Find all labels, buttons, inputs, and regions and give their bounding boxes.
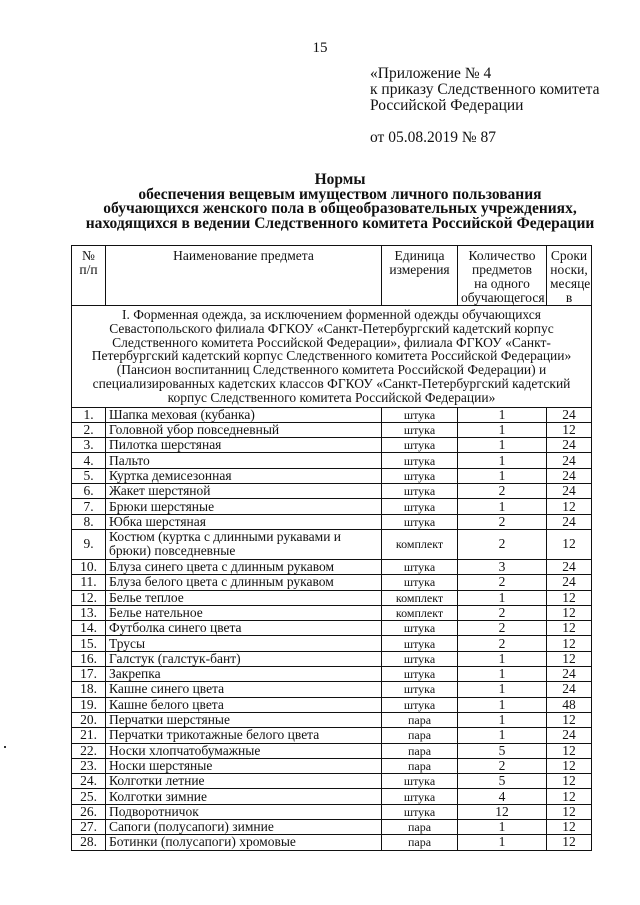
cell-num: 26. [72, 804, 106, 819]
cell-num: 28. [72, 835, 106, 850]
cell-qty: 1 [458, 728, 547, 743]
cell-qty: 1 [458, 407, 547, 422]
cell-name: Колготки летние [106, 774, 382, 789]
cell-unit: штука [382, 621, 458, 636]
cell-name: Брюки шерстяные [106, 499, 382, 514]
cell-qty: 1 [458, 438, 547, 453]
cell-term: 12 [547, 422, 592, 437]
cell-term: 24 [547, 667, 592, 682]
table-row [72, 728, 592, 743]
table-row [72, 590, 592, 605]
cell-name: Сапоги (полусапоги) зимние [106, 820, 382, 835]
page-number: 15 [312, 40, 328, 56]
cell-unit: пара [382, 820, 458, 835]
cell-unit: штука [382, 789, 458, 804]
cell-term: 12 [547, 774, 592, 789]
cell-qty: 1 [458, 835, 547, 850]
cell-term: 12 [547, 499, 592, 514]
cell-name: Юбка шерстяная [106, 514, 382, 529]
cell-num: 27. [72, 820, 106, 835]
table-row [72, 438, 592, 453]
cell-num: 21. [72, 728, 106, 743]
cell-term: 12 [547, 743, 592, 758]
table-row [72, 484, 592, 499]
cell-term: 12 [547, 712, 592, 727]
cell-unit: штука [382, 559, 458, 574]
cell-unit: штука [382, 804, 458, 819]
cell-term: 12 [547, 835, 592, 850]
title-line-1: Нормы [314, 171, 366, 188]
cell-term: 24 [547, 484, 592, 499]
table-row [72, 758, 592, 773]
cell-qty: 2 [458, 621, 547, 636]
header-term-line-2: носки, [550, 262, 588, 277]
cell-term: 24 [547, 468, 592, 483]
cell-unit: штука [382, 484, 458, 499]
cell-num: 13. [72, 605, 106, 620]
cell-term: 12 [547, 605, 592, 620]
cell-term: 24 [547, 575, 592, 590]
cell-unit: комплект [382, 529, 458, 559]
section-title: I. Форменная одежда, за исключением форменной одежды обучающихся Севастопольского филиала ФГКОУ «Санкт-Петербургский кадетский корпус Следственного комитета Российской Федерации», филиала ФГКОУ «Санкт-Петербургский кадетский корпус Следственного комитета Российской Федерации» (Пансион воспитанниц Следственного комитета Российской Федерации) и специализированных кадетских классов ФГКОУ «Санкт-Петербургский кадетский корпус Следственного комитета Российской Федерации» [72, 306, 592, 408]
cell-unit: штука [382, 667, 458, 682]
attachment-line-3: Российской Федерации [370, 97, 524, 114]
cell-num: 4. [72, 453, 106, 468]
header-name: Наименование предмета [106, 246, 382, 306]
table-row [72, 559, 592, 574]
cell-term: 24 [547, 407, 592, 422]
cell-qty: 1 [458, 667, 547, 682]
cell-term: 24 [547, 453, 592, 468]
cell-unit: штука [382, 636, 458, 651]
cell-name: Куртка демисезонная [106, 468, 382, 483]
cell-qty: 1 [458, 453, 547, 468]
cell-num: 1. [72, 407, 106, 422]
table-row [72, 743, 592, 758]
title-line-4: находящихся в ведении Следственного комитета Российской Федерации [85, 214, 595, 232]
cell-num: 3. [72, 438, 106, 453]
cell-num: 17. [72, 667, 106, 682]
cell-qty: 1 [458, 682, 547, 697]
cell-qty: 2 [458, 758, 547, 773]
document-title [40, 173, 640, 231]
table-row [72, 789, 592, 804]
table-row [72, 651, 592, 666]
table-row [72, 774, 592, 789]
cell-qty: 5 [458, 743, 547, 758]
cell-name: Перчатки трикотажные белого цвета [106, 728, 382, 743]
cell-name: Носки шерстяные [106, 758, 382, 773]
table-row [72, 667, 592, 682]
order-date: от 05.08.2019 № 87 [370, 129, 496, 146]
title-line-3: обучающихся женского пола в общеобразовательных учреждениях, [103, 200, 577, 217]
title-line-2: обеспечения вещевым имуществом личного пользования [138, 185, 542, 203]
cell-name: Галстук (галстук-бант) [106, 651, 382, 666]
table-row [72, 575, 592, 590]
cell-term: 24 [547, 682, 592, 697]
cell-num: 7. [72, 499, 106, 514]
cell-name: Перчатки шерстяные [106, 712, 382, 727]
cell-name: Блуза синего цвета с длинным рукавом [106, 559, 382, 574]
cell-qty: 1 [458, 651, 547, 666]
table-row [72, 682, 592, 697]
cell-term: 24 [547, 728, 592, 743]
cell-term: 12 [547, 789, 592, 804]
cell-qty: 2 [458, 514, 547, 529]
cell-num: 11. [72, 575, 106, 590]
cell-qty: 1 [458, 712, 547, 727]
table-header-row [72, 246, 592, 306]
cell-name: Кашне синего цвета [106, 682, 382, 697]
cell-qty: 1 [458, 468, 547, 483]
cell-name: Футболка синего цвета [106, 621, 382, 636]
cell-num: 9. [72, 529, 106, 559]
cell-qty: 2 [458, 529, 547, 559]
attachment-line-2: к приказу Следственного комитета [370, 81, 600, 98]
cell-name: Шапка меховая (кубанка) [106, 407, 382, 422]
cell-num: 25. [72, 789, 106, 804]
cell-unit: штука [382, 514, 458, 529]
header-unit [382, 246, 458, 306]
attachment-block [370, 66, 599, 146]
table-row [72, 499, 592, 514]
cell-name: Блуза белого цвета с длинным рукавом [106, 575, 382, 590]
cell-name: Колготки зимние [106, 789, 382, 804]
cell-term: 12 [547, 804, 592, 819]
header-num-line-2: п/п [79, 262, 98, 277]
cell-qty: 2 [458, 484, 547, 499]
cell-num: 12. [72, 590, 106, 605]
cell-qty: 1 [458, 820, 547, 835]
table-body [72, 407, 592, 850]
cell-name: Трусы [106, 636, 382, 651]
cell-unit: штука [382, 774, 458, 789]
section-row [72, 306, 592, 408]
header-qty [458, 246, 547, 306]
cell-qty: 12 [458, 804, 547, 819]
header-num-line-1: № [82, 248, 95, 263]
table-row [72, 820, 592, 835]
header-qty-line-2: предметов [471, 262, 533, 277]
header-unit-line-1: Единица [394, 248, 445, 263]
margin-dot [4, 746, 6, 748]
cell-unit: пара [382, 743, 458, 758]
table-row [72, 804, 592, 819]
cell-qty: 4 [458, 789, 547, 804]
cell-term: 12 [547, 758, 592, 773]
cell-num: 19. [72, 697, 106, 712]
cell-term: 12 [547, 820, 592, 835]
table-row [72, 529, 592, 559]
table-row [72, 636, 592, 651]
cell-unit: штука [382, 422, 458, 437]
cell-num: 23. [72, 758, 106, 773]
table-row [72, 835, 592, 850]
cell-name: Подворотничок [106, 804, 382, 819]
cell-num: 5. [72, 468, 106, 483]
header-term-line-1: Сроки [550, 248, 588, 263]
table-row [72, 697, 592, 712]
cell-name: Белье нательное [106, 605, 382, 620]
cell-term: 12 [547, 621, 592, 636]
cell-num: 15. [72, 636, 106, 651]
cell-unit: комплект [382, 605, 458, 620]
cell-unit: пара [382, 712, 458, 727]
cell-name: Пилотка шерстяная [106, 438, 382, 453]
cell-term: 24 [547, 438, 592, 453]
cell-qty: 1 [458, 697, 547, 712]
header-unit-line-2: измерения [389, 262, 450, 277]
cell-unit: штука [382, 575, 458, 590]
norms-table [71, 245, 592, 851]
cell-name: Ботинки (полусапоги) хромовые [106, 835, 382, 850]
cell-unit: штука [382, 438, 458, 453]
cell-qty: 3 [458, 559, 547, 574]
cell-unit: штука [382, 453, 458, 468]
cell-qty: 5 [458, 774, 547, 789]
cell-num: 22. [72, 743, 106, 758]
header-qty-line-1: Количество [468, 248, 536, 263]
cell-name: Белье теплое [106, 590, 382, 605]
cell-num: 20. [72, 712, 106, 727]
cell-name: Кашне белого цвета [106, 697, 382, 712]
cell-qty: 1 [458, 422, 547, 437]
cell-term: 12 [547, 636, 592, 651]
cell-name: Носки хлопчатобумажные [106, 743, 382, 758]
table-row [72, 605, 592, 620]
cell-term: 24 [547, 559, 592, 574]
cell-unit: штука [382, 468, 458, 483]
cell-name: Закрепка [106, 667, 382, 682]
cell-name: Костюм (куртка с длинными рукавами и брюки) повседневные [106, 529, 382, 559]
cell-num: 6. [72, 484, 106, 499]
header-term [547, 246, 592, 306]
cell-unit: штука [382, 651, 458, 666]
header-qty-line-3: на одного [474, 276, 530, 291]
cell-qty: 2 [458, 636, 547, 651]
cell-term: 12 [547, 590, 592, 605]
attachment-line-1: «Приложение № 4 [370, 65, 492, 82]
cell-name: Жакет шерстяной [106, 484, 382, 499]
cell-num: 2. [72, 422, 106, 437]
cell-name: Пальто [106, 453, 382, 468]
table-row [72, 621, 592, 636]
cell-unit: штука [382, 407, 458, 422]
cell-term: 24 [547, 514, 592, 529]
cell-unit: комплект [382, 590, 458, 605]
header-term-line-4: в [565, 290, 573, 305]
table-row [72, 422, 592, 437]
cell-unit: пара [382, 758, 458, 773]
table-row [72, 453, 592, 468]
cell-num: 18. [72, 682, 106, 697]
cell-unit: штука [382, 499, 458, 514]
cell-name: Головной убор повседневный [106, 422, 382, 437]
cell-qty: 1 [458, 590, 547, 605]
header-term-line-3: месяце [550, 276, 591, 291]
table-row [72, 407, 592, 422]
cell-qty: 2 [458, 605, 547, 620]
cell-num: 14. [72, 621, 106, 636]
cell-unit: штука [382, 697, 458, 712]
cell-qty: 1 [458, 499, 547, 514]
table-row [72, 514, 592, 529]
cell-num: 24. [72, 774, 106, 789]
cell-num: 16. [72, 651, 106, 666]
cell-term: 12 [547, 651, 592, 666]
cell-term: 12 [547, 529, 592, 559]
cell-qty: 2 [458, 575, 547, 590]
cell-unit: пара [382, 835, 458, 850]
cell-num: 8. [72, 514, 106, 529]
table-row [72, 712, 592, 727]
cell-num: 10. [72, 559, 106, 574]
cell-unit: пара [382, 728, 458, 743]
table-row [72, 468, 592, 483]
cell-unit: штука [382, 682, 458, 697]
cell-term: 48 [547, 697, 592, 712]
header-qty-line-4: обучающегося [461, 290, 545, 305]
header-num [72, 246, 106, 306]
